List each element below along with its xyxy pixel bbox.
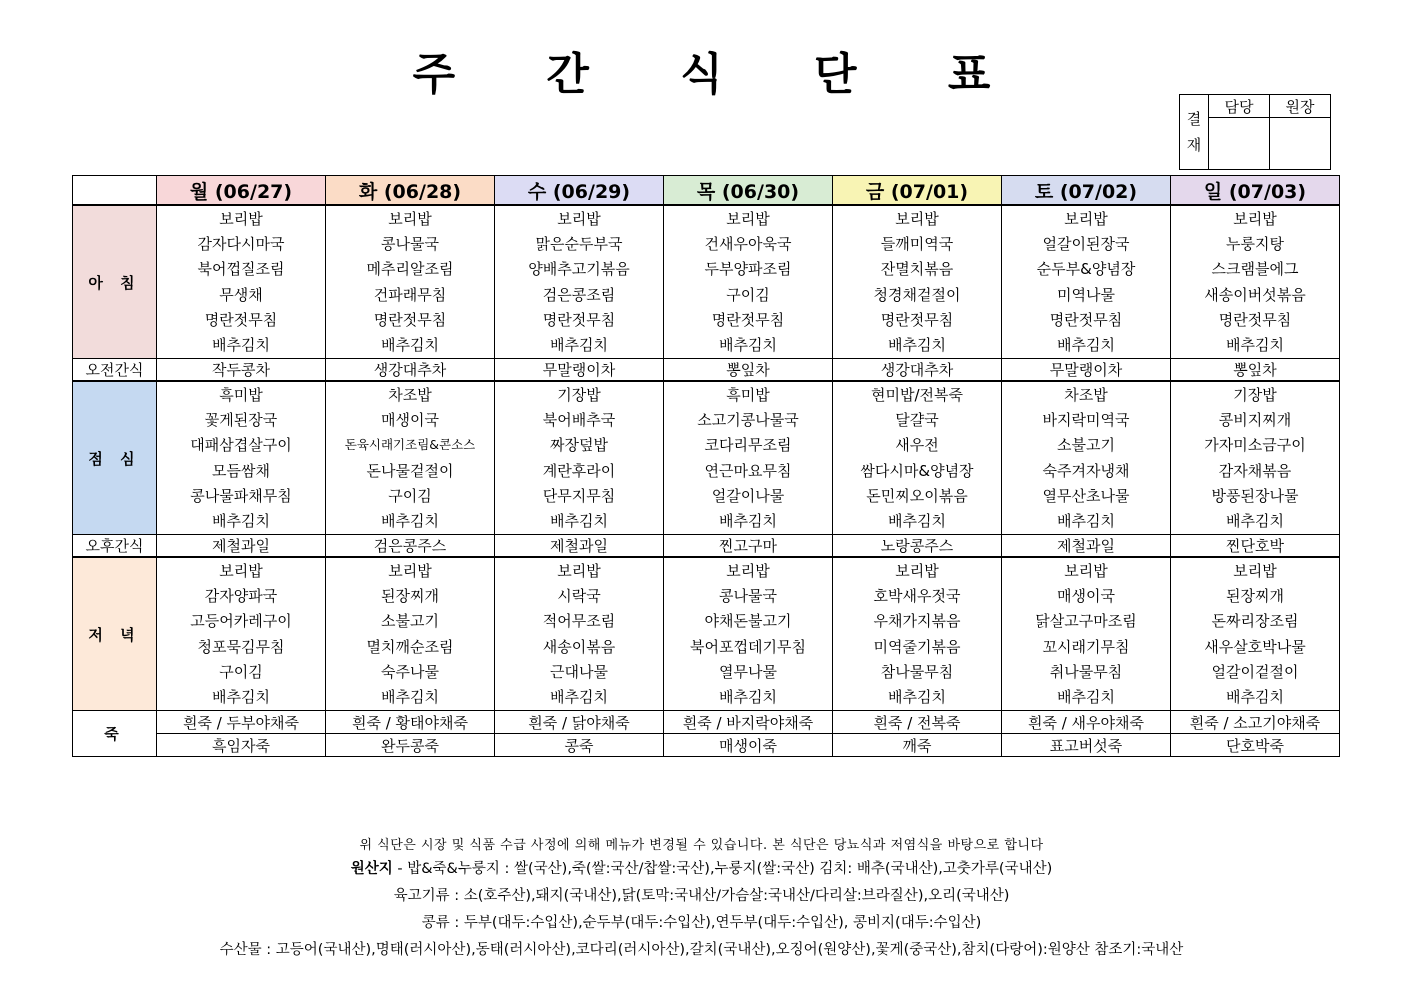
morning-snack-cell: 생강대추차 (326, 359, 495, 382)
notes-section (0, 834, 1403, 965)
menu-item: 소불고기 (381, 612, 439, 631)
menu-item: 열무산초나물 (1042, 486, 1130, 505)
menu-item: 돈나물겉절이 (366, 461, 454, 480)
approval-role-staff: 담당 (1209, 95, 1270, 118)
menu-item: 구이김 (388, 486, 432, 505)
approval-sign-staff (1209, 118, 1270, 170)
dinner-menu-cell (495, 557, 664, 711)
menu-item: 가자미소금구이 (1204, 436, 1306, 455)
menu-item: 적어무조림 (542, 612, 616, 631)
menu-item: 멸치깨순조림 (366, 637, 454, 656)
afternoon-snack-cell: 검은콩주스 (326, 535, 495, 558)
menu-item: 감자채볶음 (1218, 461, 1292, 480)
menu-item: 우채가지볶음 (873, 612, 961, 631)
menu-item: 콩비지찌개 (1218, 411, 1292, 430)
menu-item: 된장찌개 (1226, 587, 1284, 606)
menu-item: 흑미밥 (726, 386, 770, 404)
menu-item: 배추김치 (1226, 511, 1284, 530)
menu-item: 보리밥 (1233, 562, 1277, 580)
menu-item: 차조밥 (1064, 386, 1108, 404)
menu-item: 잔멸치볶음 (880, 260, 954, 279)
morning-snack-cell: 생강대추차 (833, 359, 1002, 382)
menu-item: 배추김치 (1057, 511, 1115, 530)
breakfast-menu-cell (157, 205, 326, 359)
porridge-cell: 흰죽 / 소고기야채죽 (1171, 711, 1340, 734)
lunch-menu-cell (664, 381, 833, 535)
menu-item: 새우전 (895, 436, 939, 455)
menu-item: 보리밥 (388, 210, 432, 228)
menu-item: 연근마요무침 (704, 461, 792, 480)
day-header: 수 (06/29) (495, 176, 664, 206)
menu-item: 고등어카레구이 (190, 612, 292, 631)
menu-item: 건파래무침 (373, 285, 447, 304)
menu-item: 기장밥 (557, 386, 601, 404)
afternoon-snack-cell: 제철과일 (1002, 535, 1171, 558)
menu-item: 배추김치 (1057, 335, 1115, 354)
porridge-row-2 (73, 734, 1340, 757)
menu-item: 배추김치 (888, 335, 946, 354)
menu-item: 배추김치 (381, 511, 439, 530)
menu-item: 숙주겨자냉채 (1042, 461, 1130, 480)
menu-item: 배추김치 (212, 687, 270, 706)
menu-item: 계란후라이 (542, 461, 616, 480)
menu-item: 감자양파국 (204, 587, 278, 606)
meal-label-dinner: 저 녁 (73, 557, 157, 711)
menu-item: 명란젓무침 (880, 310, 954, 329)
menu-item: 배추김치 (719, 335, 777, 354)
porridge-cell: 표고버섯죽 (1002, 734, 1171, 757)
menu-item: 스크램블에그 (1211, 260, 1299, 279)
menu-item: 열무나물 (719, 662, 777, 681)
menu-item: 코다리무조림 (704, 436, 792, 455)
dinner-menu-cell (1002, 557, 1171, 711)
porridge-cell: 흰죽 / 전복죽 (833, 711, 1002, 734)
menu-item: 배추김치 (888, 511, 946, 530)
breakfast-menu-cell (664, 205, 833, 359)
meal-label-porridge: 죽 (73, 711, 157, 757)
menu-item: 얼갈이된장국 (1042, 235, 1130, 254)
day-header-row (73, 176, 1340, 206)
menu-item: 보리밥 (557, 562, 601, 580)
menu-item: 배추김치 (888, 687, 946, 706)
menu-item: 배추김치 (719, 511, 777, 530)
beans-origin: 콩류 : 두부(대두:수입산),순두부(대두:수입산),연두부(대두:수입산), 콩비지(대두:수입산) (421, 915, 982, 931)
menu-item: 들깨미역국 (880, 235, 954, 254)
origin-label: 원산지 (350, 861, 393, 877)
porridge-cell: 흰죽 / 닭야채죽 (495, 711, 664, 734)
morning-snack-cell: 무말랭이차 (495, 359, 664, 382)
afternoon-snack-cell: 찐고구마 (664, 535, 833, 558)
menu-item: 양배추고기볶음 (528, 260, 630, 279)
porridge-cell: 단호박죽 (1171, 734, 1340, 757)
afternoon-snack-cell: 노랑콩주스 (833, 535, 1002, 558)
menu-item: 북어껍질조림 (197, 260, 285, 279)
menu-item: 순두부&양념장 (1036, 260, 1136, 279)
menu-item: 돈민찌오이볶음 (866, 486, 968, 505)
menu-item: 야채돈불고기 (704, 612, 792, 631)
lunch-row (73, 381, 1340, 535)
meal-label-lunch: 점 심 (73, 381, 157, 535)
afternoon-snack-cell: 찐단호박 (1171, 535, 1340, 558)
menu-item: 누룽지탕 (1226, 235, 1284, 254)
menu-item: 검은콩조림 (542, 285, 616, 304)
menu-item: 새우살호박나물 (1204, 637, 1306, 656)
menu-item: 건새우아욱국 (704, 235, 792, 254)
menu-item: 기장밥 (1233, 386, 1277, 404)
menu-item: 두부양파조림 (704, 260, 792, 279)
menu-item: 꼬시래기무침 (1042, 637, 1130, 656)
menu-item: 시락국 (557, 587, 601, 606)
menu-item: 배추김치 (381, 335, 439, 354)
menu-item: 돈짜리장조림 (1211, 612, 1299, 631)
menu-item: 바지락미역국 (1042, 411, 1130, 430)
dinner-menu-cell (833, 557, 1002, 711)
day-header: 화 (06/28) (326, 176, 495, 206)
afternoon-snack-cell: 제철과일 (495, 535, 664, 558)
menu-item: 보리밥 (895, 562, 939, 580)
menu-item: 방풍된장나물 (1211, 486, 1299, 505)
porridge-cell: 콩죽 (495, 734, 664, 757)
lunch-menu-cell (495, 381, 664, 535)
menu-item: 얼갈이겉절이 (1211, 662, 1299, 681)
menu-item: 보리밥 (557, 210, 601, 228)
day-header: 토 (07/02) (1002, 176, 1171, 206)
menu-item: 감자다시마국 (197, 235, 285, 254)
menu-item: 보리밥 (1233, 210, 1277, 228)
menu-item: 차조밥 (388, 386, 432, 404)
menu-item: 청포묵김무침 (197, 637, 285, 656)
menu-item: 명란젓무침 (373, 310, 447, 329)
corner-cell (73, 176, 157, 206)
afternoon-snack-row (73, 535, 1340, 558)
approval-role-director: 원장 (1270, 95, 1331, 118)
menu-item: 명란젓무침 (711, 310, 785, 329)
menu-item: 콩나물파채무침 (190, 486, 292, 505)
menu-item: 보리밥 (219, 210, 263, 228)
porridge-cell: 흰죽 / 새우야채죽 (1002, 711, 1171, 734)
meal-label-afternoon-snack: 오후간식 (73, 535, 157, 558)
meat-origin: 육고기류 : 소(호주산),돼지(국내산),닭(토막:국내산/가슴살:국내산/다리살:브라질산),오리(국내산) (393, 888, 1010, 904)
menu-item: 돈육시래기조림&콘소스 (344, 437, 476, 453)
menu-item: 소고기콩나물국 (697, 411, 799, 430)
menu-item: 보리밥 (726, 210, 770, 228)
menu-item: 모듬쌈채 (212, 461, 270, 480)
menu-item: 배추김치 (212, 511, 270, 530)
menu-item: 메추리알조림 (366, 260, 454, 279)
porridge-row-1 (73, 711, 1340, 734)
menu-item: 닭살고구마조림 (1035, 612, 1137, 631)
breakfast-menu-cell (495, 205, 664, 359)
weekly-menu-table (72, 175, 1340, 757)
afternoon-snack-cell: 제철과일 (157, 535, 326, 558)
notice-text: 위 식단은 시장 및 식품 수급 사정에 의해 메뉴가 변경될 수 있습니다. 본 식단은 당뇨식과 저염식을 바탕으로 합니다 (359, 838, 1044, 853)
menu-item: 호박새우젓국 (873, 587, 961, 606)
lunch-menu-cell (833, 381, 1002, 535)
porridge-cell: 완두콩죽 (326, 734, 495, 757)
morning-snack-cell: 무말랭이차 (1002, 359, 1171, 382)
menu-item: 구이김 (726, 285, 770, 304)
menu-item: 맑은순두부국 (535, 235, 623, 254)
menu-item: 매생이국 (1057, 587, 1115, 606)
day-header: 목 (06/30) (664, 176, 833, 206)
lunch-menu-cell (1171, 381, 1340, 535)
porridge-cell: 흰죽 / 황태야채죽 (326, 711, 495, 734)
menu-item: 대패삼겹살구이 (190, 436, 292, 455)
menu-item: 배추김치 (550, 687, 608, 706)
approval-sign-director (1270, 118, 1331, 170)
menu-item: 배추김치 (1226, 335, 1284, 354)
menu-item: 단무지무침 (542, 486, 616, 505)
day-header: 금 (07/01) (833, 176, 1002, 206)
menu-item: 새송이볶음 (542, 637, 616, 656)
dinner-menu-cell (664, 557, 833, 711)
dinner-menu-cell (1171, 557, 1340, 711)
morning-snack-cell: 작두콩차 (157, 359, 326, 382)
menu-item: 된장찌개 (381, 587, 439, 606)
menu-item: 배추김치 (550, 335, 608, 354)
morning-snack-row (73, 359, 1340, 382)
morning-snack-cell: 뽕잎차 (1171, 359, 1340, 382)
menu-item: 근대나물 (550, 662, 608, 681)
menu-item: 배추김치 (550, 511, 608, 530)
menu-item: 달걀국 (895, 411, 939, 430)
menu-item: 무생채 (219, 285, 263, 304)
menu-item: 명란젓무침 (204, 310, 278, 329)
menu-item: 콩나물국 (381, 235, 439, 254)
menu-item: 배추김치 (1057, 687, 1115, 706)
menu-item: 미역줄기볶음 (873, 637, 961, 656)
breakfast-menu-cell (833, 205, 1002, 359)
menu-item: 소불고기 (1057, 436, 1115, 455)
menu-item: 매생이국 (381, 411, 439, 430)
menu-item: 미역나물 (1057, 285, 1115, 304)
menu-item: 보리밥 (1064, 562, 1108, 580)
menu-item: 북어포껍데기무침 (690, 637, 806, 656)
menu-item: 보리밥 (726, 562, 770, 580)
lunch-menu-cell (157, 381, 326, 535)
breakfast-menu-cell (1171, 205, 1340, 359)
meal-label-morning-snack: 오전간식 (73, 359, 157, 382)
menu-item: 새송이버섯볶음 (1204, 285, 1306, 304)
menu-item: 보리밥 (895, 210, 939, 228)
porridge-cell: 흰죽 / 두부야채죽 (157, 711, 326, 734)
menu-item: 구이김 (219, 662, 263, 681)
porridge-cell: 깨죽 (833, 734, 1002, 757)
breakfast-menu-cell (1002, 205, 1171, 359)
dinner-menu-cell (157, 557, 326, 711)
menu-item: 명란젓무침 (1218, 310, 1292, 329)
menu-item: 보리밥 (388, 562, 432, 580)
menu-item: 북어배추국 (542, 411, 616, 430)
menu-item: 숙주나물 (381, 662, 439, 681)
lunch-menu-cell (1002, 381, 1171, 535)
day-header: 월 (06/27) (157, 176, 326, 206)
menu-item: 배추김치 (381, 687, 439, 706)
meal-label-breakfast: 아 침 (73, 205, 157, 359)
menu-item: 얼갈이나물 (711, 486, 785, 505)
porridge-cell: 흑임자죽 (157, 734, 326, 757)
menu-item: 짜장덮밥 (550, 436, 608, 455)
porridge-cell: 흰죽 / 바지락야채죽 (664, 711, 833, 734)
menu-item: 배추김치 (719, 687, 777, 706)
origin-text: - 밥&죽&누룽지 : 쌀(국산),죽(쌀:국산/찹쌀:국산),누룽지(쌀:국산) 김치: 배추(국내산),고춧가루(국내산) (392, 861, 1053, 877)
menu-item: 명란젓무침 (542, 310, 616, 329)
menu-item: 청경채겉절이 (873, 285, 961, 304)
menu-item: 보리밥 (1064, 210, 1108, 228)
menu-item: 명란젓무침 (1049, 310, 1123, 329)
porridge-cell: 매생이죽 (664, 734, 833, 757)
menu-item: 꽃게된장국 (204, 411, 278, 430)
dinner-row (73, 557, 1340, 711)
page-title: 주 간 식 단 표 (412, 49, 1029, 100)
menu-item: 흑미밥 (219, 386, 263, 404)
menu-item: 보리밥 (219, 562, 263, 580)
menu-item: 취나물무침 (1049, 662, 1123, 681)
menu-item: 현미밥/전복죽 (871, 386, 963, 404)
morning-snack-cell: 뽕잎차 (664, 359, 833, 382)
menu-item: 참나물무침 (880, 662, 954, 681)
breakfast-row (73, 205, 1340, 359)
menu-item: 배추김치 (212, 335, 270, 354)
breakfast-menu-cell (326, 205, 495, 359)
menu-item: 배추김치 (1226, 687, 1284, 706)
dinner-menu-cell (326, 557, 495, 711)
menu-item: 콩나물국 (719, 587, 777, 606)
lunch-menu-cell (326, 381, 495, 535)
day-header: 일 (07/03) (1171, 176, 1340, 206)
approval-label: 결 재 (1180, 95, 1209, 170)
seafood-origin: 수산물 : 고등어(국내산),명태(러시아산),동태(러시아산),코다리(러시아산),갈치(국내산),오징어(원양산),꽃게(중국산),참치(다랑어):원양산 참조기:국내산 (219, 942, 1184, 958)
approval-box (1179, 94, 1331, 170)
menu-item: 쌈다시마&양념장 (860, 461, 974, 480)
origin-line (0, 857, 1403, 878)
